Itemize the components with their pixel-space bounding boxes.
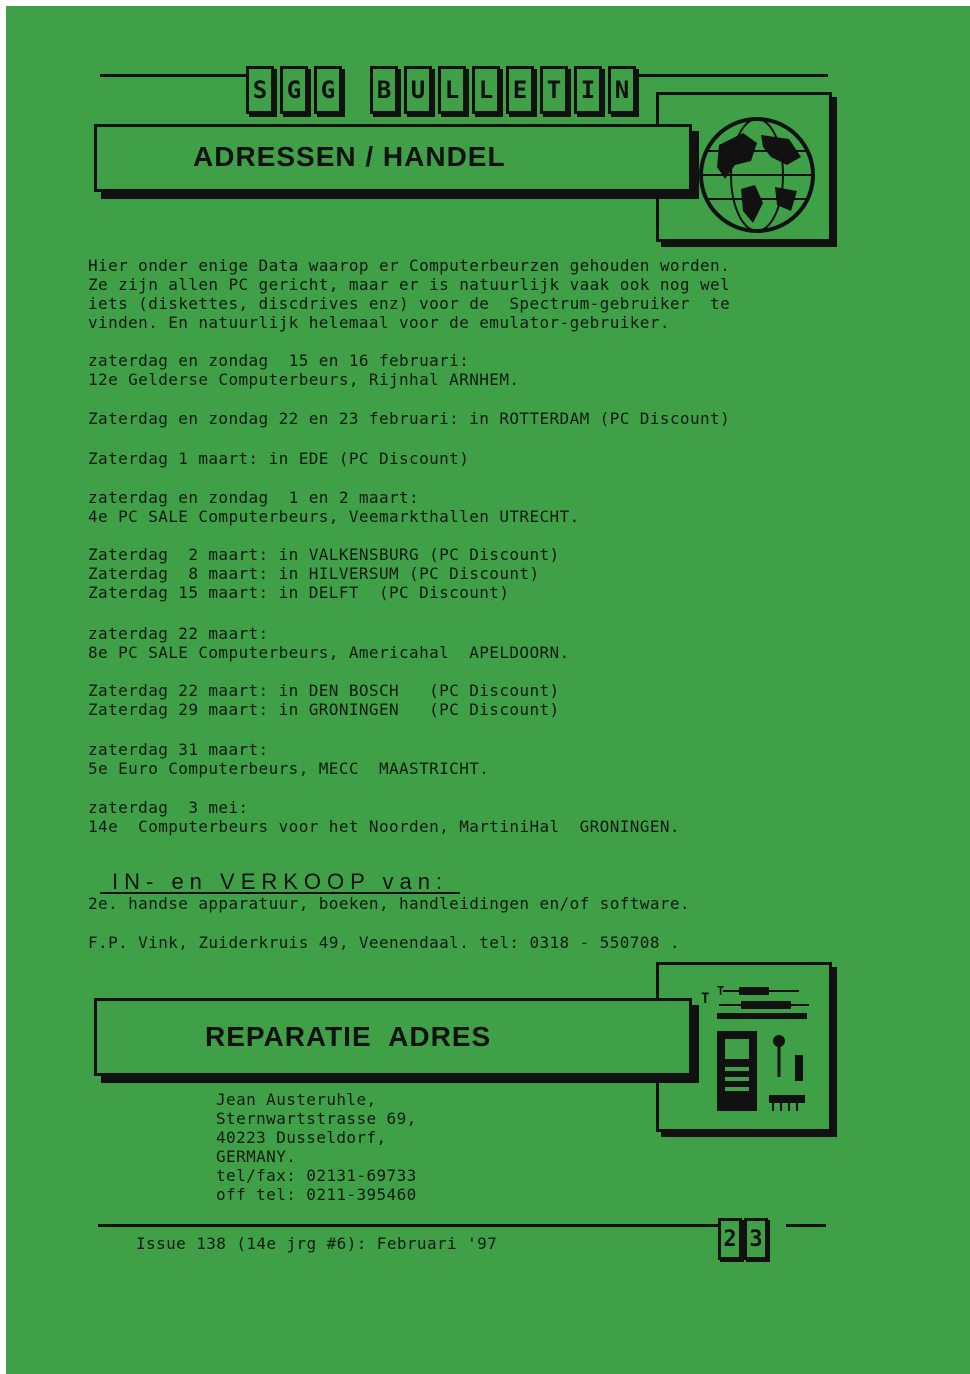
page-digit: 3 <box>744 1218 768 1260</box>
repair-title: REPARATIE ADRES <box>205 1021 492 1052</box>
masthead-letter: S <box>246 66 274 114</box>
masthead-letter: G <box>280 66 308 114</box>
event-rotterdam: Zaterdag en zondag 22 en 23 februari: in ROTTERDAM (PC Discount) <box>88 409 731 428</box>
repair-address: Jean Austeruhle, Sternwartstrasse 69, 40223 Dusseldorf, GERMANY. tel/fax: 02131-69733 off tel: 0211-395460 <box>216 1090 417 1204</box>
masthead-letter: L <box>438 66 466 114</box>
event-bosch-groningen: Zaterdag 22 maart: in DEN BOSCH (PC Discount) Zaterdag 29 maart: in GRONINGEN (PC Discount) <box>88 681 560 719</box>
masthead-letter: E <box>506 66 534 114</box>
masthead-letter: L <box>472 66 500 114</box>
page-number <box>718 1218 768 1260</box>
event-arnhem: zaterdag en zondag 15 en 16 februari: 12e Gelderse Computerbeurs, Rijnhal ARNHEM. <box>88 351 520 389</box>
repair-title-box <box>94 998 692 1076</box>
section-title-box <box>94 124 692 192</box>
masthead-letter: N <box>608 66 636 114</box>
footer-rule-right <box>786 1224 826 1227</box>
event-pc-discount-series: Zaterdag 2 maart: in VALKENSBURG (PC Discount) Zaterdag 8 maart: in HILVERSUM (PC Discount) Zaterdag 15 maart: in DELFT (PC Discount) <box>88 545 560 602</box>
masthead-banner <box>246 66 636 114</box>
intro-paragraph: Hier onder enige Data waarop er Computerbeurzen gehouden worden. Ze zijn allen PC gericht, maar er is natuurlijk vaak ook nog wel iets (diskettes, discdrives enz) voor de Spectrum-gebruiker te vinden. En natuurlijk helemaal voor de emulator-gebruiker. <box>88 256 731 332</box>
event-apeldoorn: zaterdag 22 maart: 8e PC SALE Computerbeurs, Americahal APELDOORN. <box>88 624 570 662</box>
masthead-letter: B <box>370 66 398 114</box>
footer-rule-left <box>98 1224 718 1227</box>
section-title: ADRESSEN / HANDEL <box>193 141 506 172</box>
masthead-letter: U <box>404 66 432 114</box>
masthead-rule-right <box>632 74 828 77</box>
event-maastricht: zaterdag 31 maart: 5e Euro Computerbeurs, MECC MAASTRICHT. <box>88 740 490 778</box>
event-utrecht: zaterdag en zondag 1 en 2 maart: 4e PC SALE Computerbeurs, Veemarkthallen UTRECHT. <box>88 488 580 526</box>
masthead-letter: G <box>314 66 342 114</box>
masthead-rule-left <box>100 74 246 77</box>
trade-contact: F.P. Vink, Zuiderkruis 49, Veenendaal. tel: 0318 - 550708 . <box>88 933 680 952</box>
page-digit: 2 <box>718 1218 742 1260</box>
issue-line: Issue 138 (14e jrg #6): Februari '97 <box>136 1234 498 1253</box>
masthead-letter: I <box>574 66 602 114</box>
trade-line-1: 2e. handse apparatuur, boeken, handleidingen en/of software. <box>88 894 690 913</box>
trade-heading: IN- en VERKOOP van: <box>100 872 460 894</box>
svg-text:T: T <box>701 991 710 1007</box>
event-groningen-noorden: zaterdag 3 mei: 14e Computerbeurs voor het Noorden, MartiniHal GRONINGEN. <box>88 798 680 836</box>
svg-text:T: T <box>717 984 725 998</box>
event-ede: Zaterdag 1 maart: in EDE (PC Discount) <box>88 449 470 468</box>
masthead-letter: T <box>540 66 568 114</box>
